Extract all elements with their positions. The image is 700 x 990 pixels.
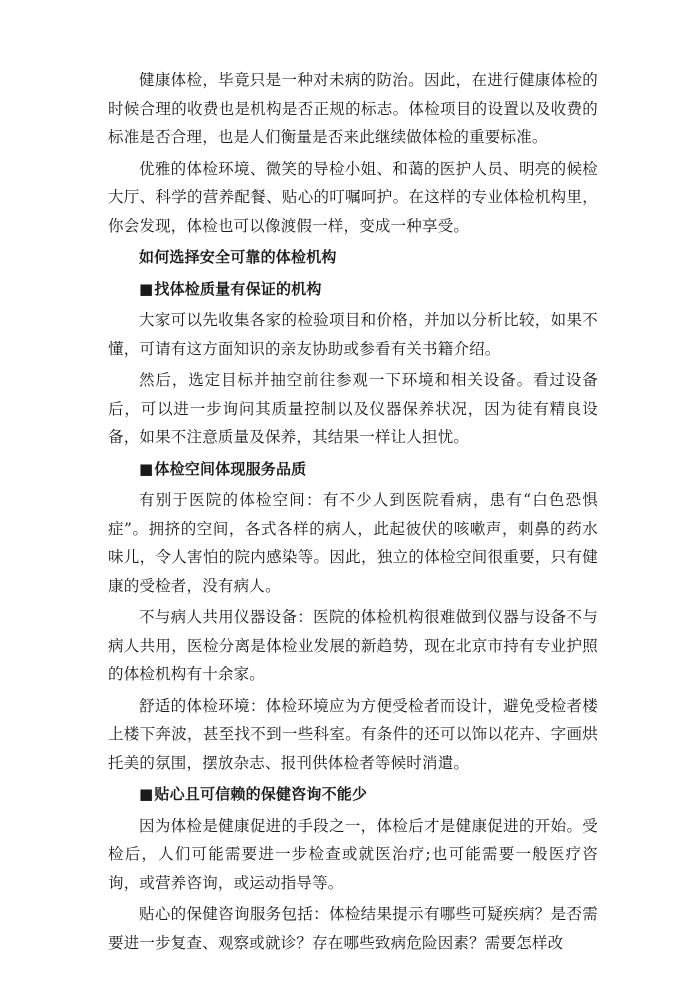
- bullet-square-icon: ■: [139, 279, 154, 298]
- subheading-space: [108, 455, 598, 484]
- subheading-consulting-text: 贴心且可信赖的保健咨询不能少: [154, 785, 368, 803]
- subheading-quality: [108, 275, 598, 304]
- paragraph-separate-space: 有别于医院的体检空间：有不少人到医院看病，患有“白色恐惧症”。拥挤的空间，各式各样的病人，此起彼伏的咳嗽声，刺鼻的药水味儿，令人害怕的院内感染等。因此，独立的体检空间很重要，只有健康的受检者，没有病人。: [108, 491, 598, 595]
- paragraph-compare: 大家可以先收集各家的检验项目和价格，并加以分析比较，如果不懂，可请有这方面知识的亲友协助或参看有关书籍介绍。: [108, 311, 598, 358]
- subheading-consulting: [108, 780, 598, 809]
- paragraph-environment: 优雅的体检环境、微笑的导检小姐、和蔼的医护人员、明亮的候检大厅、科学的营养配餐、贴心的叮嘱呵护。在这样的专业体检机构里，你会发现，体检也可以像渡假一样，变成一种享受。: [108, 159, 598, 235]
- paragraph-visit: 然后，选定目标并抽空前往参观一下环境和相关设备。看过设备后，可以进一步询问其质量控制以及仪器保养状况，因为徒有精良设备，如果不注意质量及保养，其结果一样让人担忧。: [108, 371, 598, 446]
- bullet-square-icon: ■: [139, 785, 154, 803]
- paragraph-consulting-services: 贴心的保健咨询服务包括：体检结果提示有哪些可疑疾病？是否需要进一步复查、观察或就诊？存在哪些致病危险因素？需要怎样改: [108, 905, 598, 952]
- paragraph-fees: 健康体检，毕竟只是一种对未病的防治。因此，在进行健康体检的时候合理的收费也是机构是否正规的标志。体检项目的设置以及收费的标准是否合理，也是人们衡量是否来此继续做体检的重要标准。: [108, 71, 598, 146]
- bullet-square-icon: ■: [139, 459, 154, 478]
- paragraph-health-promotion: 因为体检是健康促进的手段之一，体检后才是健康促进的开始。受检后，人们可能需要进一步检查或就医治疗;也可能需要一般医疗咨询，或营养咨询，或运动指导等。: [108, 816, 598, 892]
- document-body: [108, 66, 598, 960]
- subheading-space-text: 体检空间体现服务品质: [154, 459, 307, 478]
- section-heading-choose-institution: 如何选择安全可靠的体检机构: [139, 248, 337, 266]
- paragraph-equipment: 不与病人共用仪器设备：医院的体检机构很难做到仪器与设备不与病人共用，医检分离是体检业发展的新趋势，现在北京市持有专业护照的体检机构有十余家。: [108, 608, 598, 683]
- subheading-quality-text: 找体检质量有保证的机构: [154, 279, 322, 298]
- paragraph-comfort: 舒适的体检环境：体检环境应为方便受检者而设计，避免受检者楼上楼下奔波，甚至找不到一些科室。有条件的还可以饰以花卉、字画烘托美的氛围，摆放杂志、报刊供体检者等候时消遣。: [108, 696, 598, 772]
